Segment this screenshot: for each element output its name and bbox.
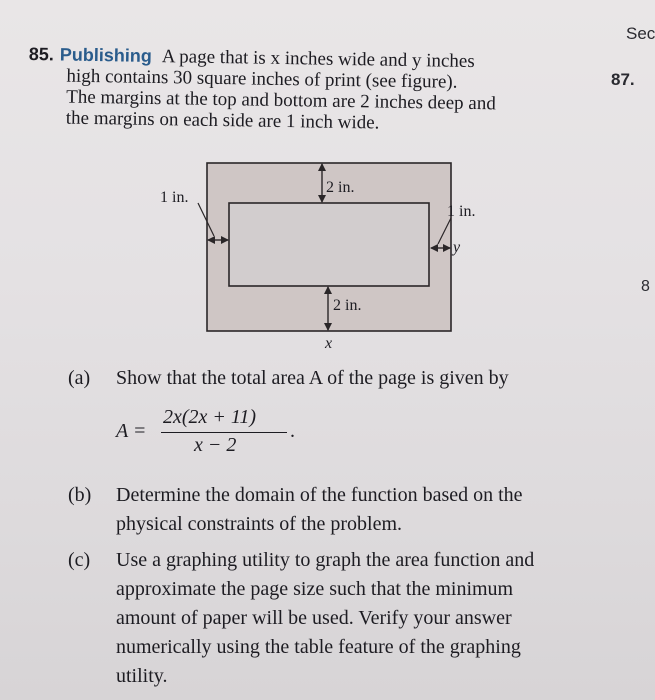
formula-numerator: 2x(2x + 11) [163, 406, 257, 428]
problem-number: 85. [28, 44, 55, 65]
problem-text-line: A page that is x inches wide and y inches [161, 46, 475, 73]
part-c [68, 546, 648, 696]
section-header-fragment: Sec [626, 24, 655, 43]
part-b-label: (b) [68, 484, 92, 506]
part-a-label: (a) [68, 367, 91, 389]
formula-denominator: x − 2 [194, 434, 237, 456]
part-b-line: physical constraints of the problem. [116, 513, 403, 535]
print-area [229, 203, 429, 286]
next-problem-number: 87. [611, 70, 635, 89]
problem-text-line: The margins at the top and bottom are 2 inches deep and [66, 86, 496, 115]
part-c-label: (c) [68, 549, 91, 571]
formula-lhs: A = [116, 420, 147, 442]
right-margin-label: 1 in. [447, 203, 476, 220]
part-a-text: Show that the total area A of the page is given by [116, 367, 509, 389]
bottom-margin-label: 2 in. [333, 297, 362, 314]
side-problem-fragment: 8 [641, 278, 650, 295]
page-margin-figure [150, 160, 510, 360]
problem-title: Publishing [59, 44, 153, 66]
fraction-bar [161, 432, 287, 433]
width-label: x [325, 335, 333, 352]
part-c-line: amount of paper will be used. Verify your answer [116, 607, 512, 629]
left-margin-label: 1 in. [160, 189, 189, 206]
height-label: y [453, 239, 461, 256]
problem-statement [28, 44, 589, 137]
part-b-line: Determine the domain of the function based on the [116, 484, 523, 506]
problem-text-line: high contains 30 square inches of print (see figure). [66, 65, 458, 93]
part-c-line: Use a graphing utility to graph the area function and [116, 549, 535, 571]
problem-text-line: the margins on each side are 1 inch wide. [65, 107, 380, 134]
formula-period: . [290, 420, 295, 442]
part-c-line: utility. [116, 665, 168, 687]
area-formula [116, 406, 316, 466]
top-margin-label: 2 in. [326, 179, 355, 196]
part-c-line: numerically using the table feature of the graphing [116, 636, 521, 658]
part-c-line: approximate the page size such that the minimum [116, 578, 514, 600]
part-a [68, 364, 628, 394]
part-b [68, 481, 628, 539]
